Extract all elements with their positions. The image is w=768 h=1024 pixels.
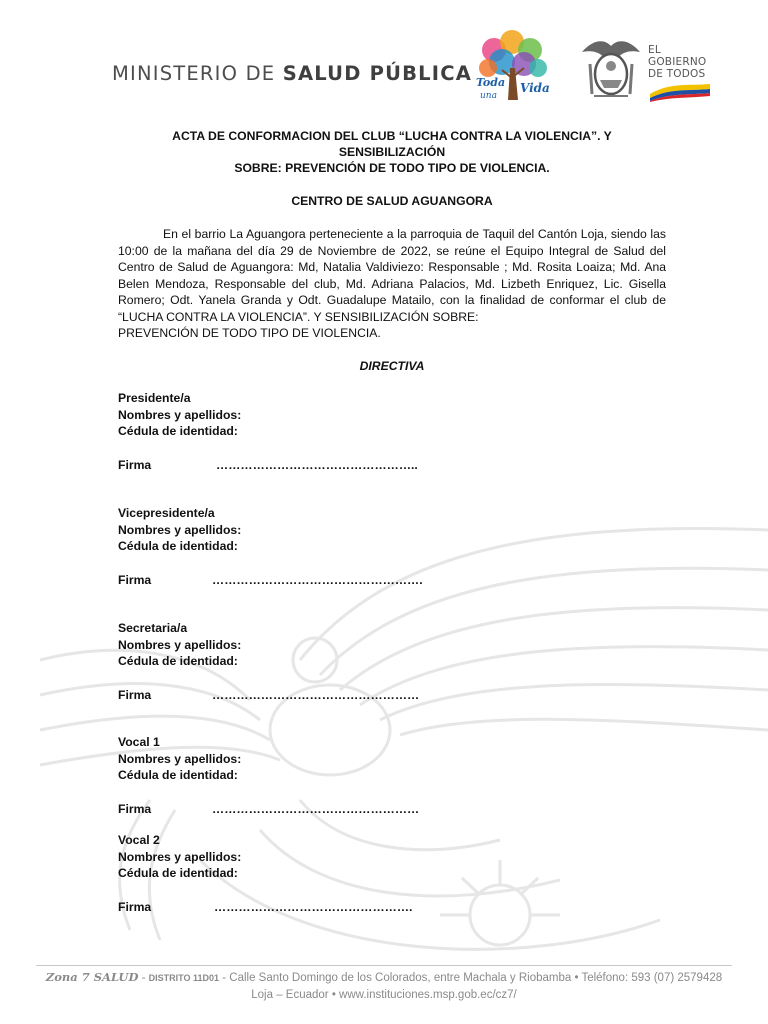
ecuador-coat-of-arms-icon (578, 34, 644, 102)
names-label: Nombres y apellidos: (118, 849, 242, 864)
signature-line: …………………………………………. (214, 899, 413, 914)
member-role: Secretaria/a (118, 621, 188, 635)
letterhead (0, 0, 768, 115)
footer-divider (36, 965, 732, 966)
member-role: Vocal 1 (118, 735, 160, 749)
gov-text-line3: DE TODOS (648, 68, 706, 80)
names-label: Nombres y apellidos: (118, 407, 242, 422)
signature-label: Firma (118, 899, 152, 914)
footer-address: - Calle Santo Domingo de los Colorados, entre Machala y Riobamba • Teléfono: 593 (07) 2579428 (219, 972, 723, 984)
ministry-name (112, 62, 472, 85)
member-block-vocal-1 (118, 734, 419, 817)
gobierno-de-todos-logo (648, 44, 716, 80)
id-label: Cédula de identidad: (118, 866, 238, 880)
signature-label: Firma (118, 801, 152, 816)
signature-line: ……………………………………………. (212, 572, 423, 587)
gov-text-line1: EL (648, 44, 661, 56)
signature-label: Firma (118, 572, 152, 587)
svg-text:Vida: Vida (520, 81, 550, 95)
acta-body (118, 128, 666, 373)
directiva-heading: DIRECTIVA (359, 358, 425, 373)
signature-line: …………………………………………… (212, 687, 420, 702)
id-label: Cédula de identidad: (118, 654, 238, 668)
signature-label: Firma (118, 457, 152, 472)
toda-una-vida-logo-icon (472, 28, 552, 104)
signature-line: …………………………………………… (212, 801, 420, 816)
member-block-vicepresidente (118, 505, 423, 588)
ministry-name-light: MINISTERIO DE (112, 62, 283, 85)
page-footer (0, 969, 768, 1004)
gov-text-line2: GOBIERNO (648, 56, 707, 68)
signature-row (118, 801, 419, 817)
id-label: Cédula de identidad: (118, 424, 238, 438)
signature-row (118, 572, 423, 588)
svg-text:una: una (480, 91, 497, 101)
body-paragraph-end: PREVENCIÓN DE TODO TIPO DE VIOLENCIA. (118, 326, 381, 340)
title-line1: ACTA DE CONFORMACION DEL CLUB “LUCHA CONTRA LA VIOLENCIA”. Y SENSIBILIZACIÓN (172, 129, 612, 159)
member-block-vocal-2 (118, 832, 412, 915)
signature-line: ………………………………………….. (216, 457, 418, 472)
ecuador-flag-swoosh-icon (650, 82, 710, 102)
member-block-presidente (118, 390, 418, 473)
names-label: Nombres y apellidos: (118, 751, 242, 766)
svg-text:Toda: Toda (476, 76, 506, 89)
id-label: Cédula de identidad: (118, 539, 238, 553)
names-label: Nombres y apellidos: (118, 637, 242, 652)
member-role: Presidente/a (118, 391, 191, 405)
footer-zone: Zona 7 SALUD (45, 970, 139, 984)
ministry-name-bold: SALUD PÚBLICA (282, 62, 473, 85)
member-role: Vicepresidente/a (118, 506, 215, 520)
footer-line2: Loja – Ecuador • www.instituciones.msp.gob.ec/cz7/ (251, 989, 517, 1001)
member-role: Vocal 2 (118, 833, 160, 847)
health-center-name: CENTRO DE SALUD AGUANGORA (291, 194, 493, 208)
footer-line1: Zona 7 SALUD - DISTRITO 11D01 - Calle Santo Domingo de los Colorados, entre Machala y Riobamba • Teléfono: 593 (07) 2579428 (45, 970, 723, 984)
signature-row (118, 457, 418, 473)
signature-row (118, 687, 419, 703)
names-label: Nombres y apellidos: (118, 522, 242, 537)
body-paragraph: En el barrio La Aguangora perteneciente a la parroquia de Taquil del Cantón Loja, siendo las 10:00 de la mañana del día 29 de Noviembre de 2022, se reúne el Equipo Integral de Salud del Centro de Salud de Aguangora: Md, Natalia Valdiviezo: Responsable ; Md. Rosita Loaiza; Md. Ana Belen Mendoza, Responsable del club, Md. Adriana Palacios, Md. Lizbeth Enriquez, Lic. Gisella Romero; Odt. Yanela Granda y Odt. Guadalupe Matailo, con la finalidad de conformar el club de “LUCHA CONTRA LA VIOLENCIA”. Y SENSIBILIZACIÓN SOBRE: (118, 227, 666, 324)
member-block-secretaria (118, 620, 419, 703)
document-title (118, 128, 666, 176)
signature-row (118, 899, 412, 915)
signature-label: Firma (118, 687, 152, 702)
title-line2: SOBRE: PREVENCIÓN DE TODO TIPO DE VIOLENCIA. (234, 161, 550, 175)
id-label: Cédula de identidad: (118, 768, 238, 782)
footer-district: DISTRITO 11D01 (148, 973, 220, 983)
